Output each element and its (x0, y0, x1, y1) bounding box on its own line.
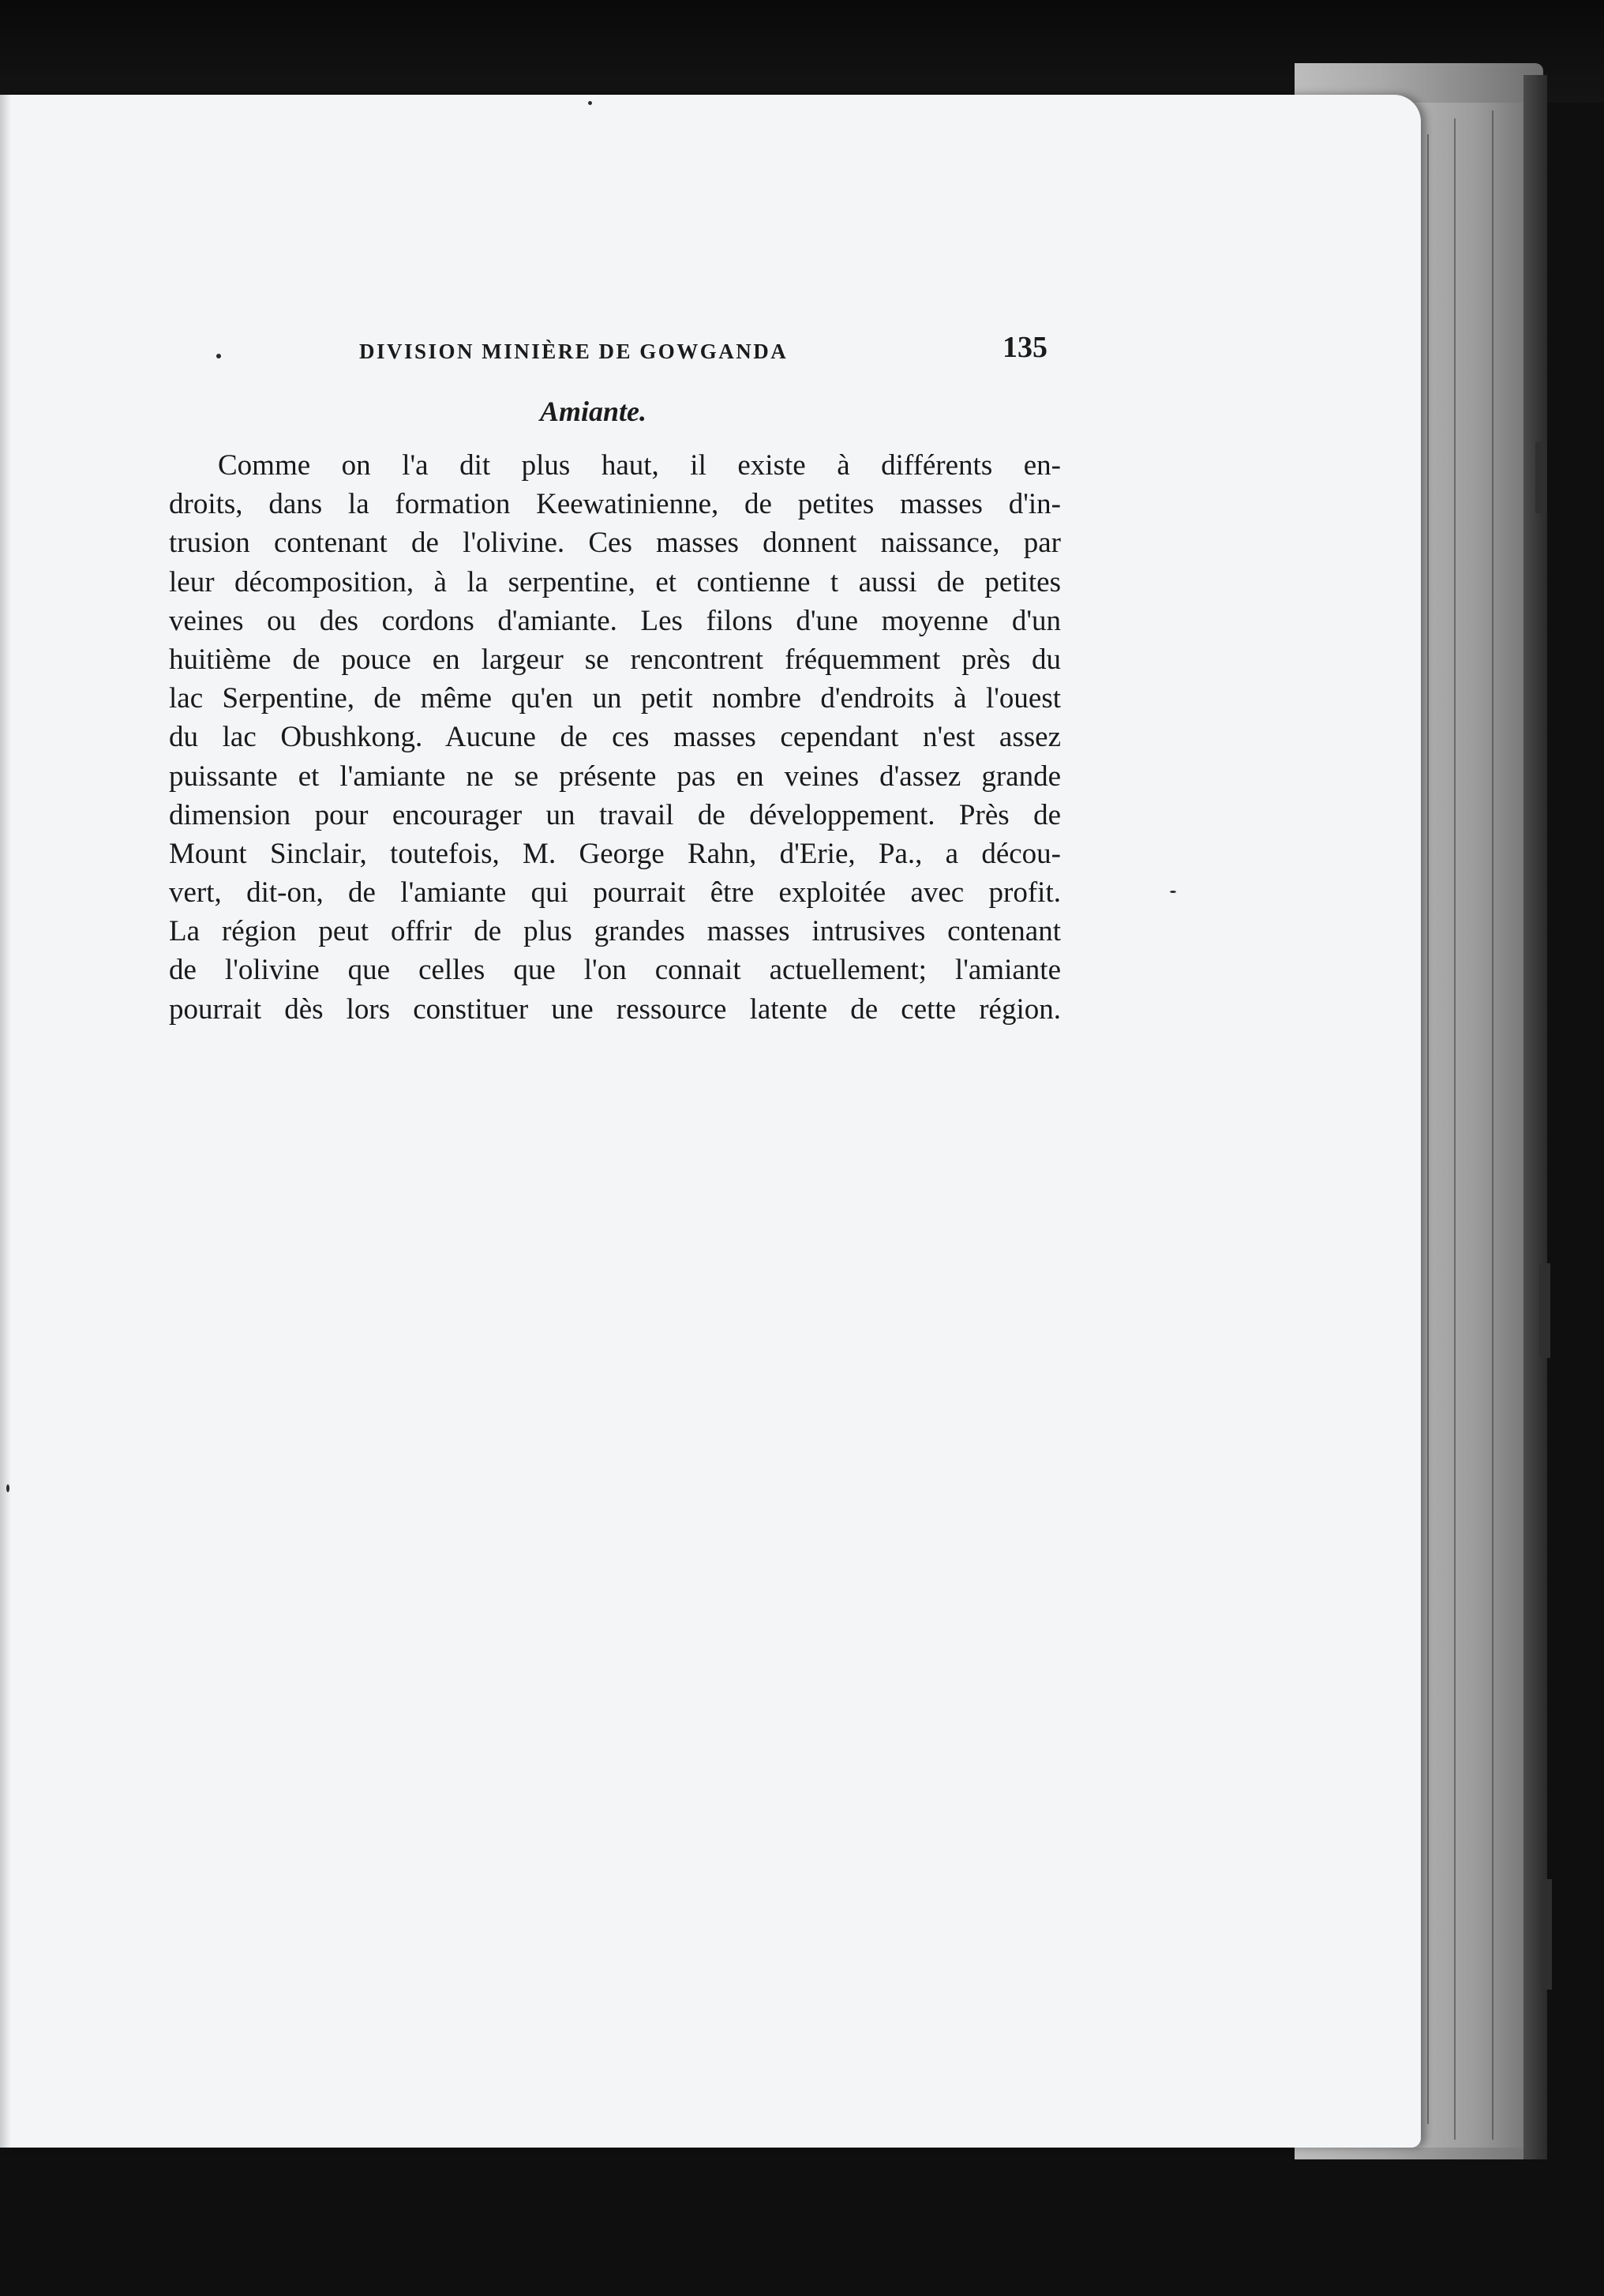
text-line: Mount Sinclair, toutefois, M. George Rahn, d'Erie, Pa., a décou- (169, 837, 1061, 870)
page-shadow (0, 95, 11, 2148)
document-page (0, 95, 1421, 2148)
scan-speck (588, 101, 592, 105)
text-line: leur décomposition, à la serpentine, et contienne t aussi de petites (169, 565, 1061, 598)
page-tab-mark (1535, 442, 1546, 513)
margin-mark (216, 354, 221, 358)
text-line: vert, dit-on, de l'amiante qui pourrait être exploitée avec profit. (169, 876, 1061, 910)
text-line: droits, dans la formation Keewatinienne, de petites masses d'in- (169, 488, 1061, 521)
text-line: pourrait dès lors constituer une ressource latente de cette région. (169, 992, 1061, 1026)
running-head: DIVISION MINIÈRE DE GOWGANDA (359, 340, 789, 363)
page-number: 135 (1002, 331, 1047, 364)
page-tab-mark (1539, 1263, 1550, 1358)
text-line: huitième de pouce en largeur se rencontrent fréquemment près du (169, 643, 1061, 676)
text-line: trusion contenant de l'olivine. Ces masses donnent naissance, par (169, 527, 1061, 560)
scan-speck (6, 1484, 9, 1492)
section-title: Amiante. (540, 396, 647, 427)
text-line: Comme on l'a dit plus haut, il existe à différents en- (218, 449, 1061, 482)
text-line: puissante et l'amiante ne se présente pas en veines d'assez grande (169, 760, 1061, 793)
body-paragraph (169, 446, 1061, 1029)
text-line: du lac Obushkong. Aucune de ces masses cependant n'est assez (169, 721, 1061, 754)
text-line: veines ou des cordons d'amiante. Les filons d'une moyenne d'un (169, 604, 1061, 637)
text-line: dimension pour encourager un travail de développement. Près de (169, 798, 1061, 831)
text-line: lac Serpentine, de même qu'en un petit nombre d'endroits à l'ouest (169, 682, 1061, 715)
page-edge-line (1492, 111, 1493, 2140)
book-spine-edge (1523, 75, 1547, 2159)
page-tab-mark (1541, 1879, 1552, 1990)
scan-speck (1170, 891, 1176, 893)
page-edge-line (1454, 118, 1456, 2140)
text-line: de l'olivine que celles que l'on connait actuellement; l'amiante (169, 954, 1061, 987)
text-line: La région peut offrir de plus grandes masses intrusives contenant (169, 915, 1061, 948)
page-edge-line (1427, 134, 1429, 2124)
